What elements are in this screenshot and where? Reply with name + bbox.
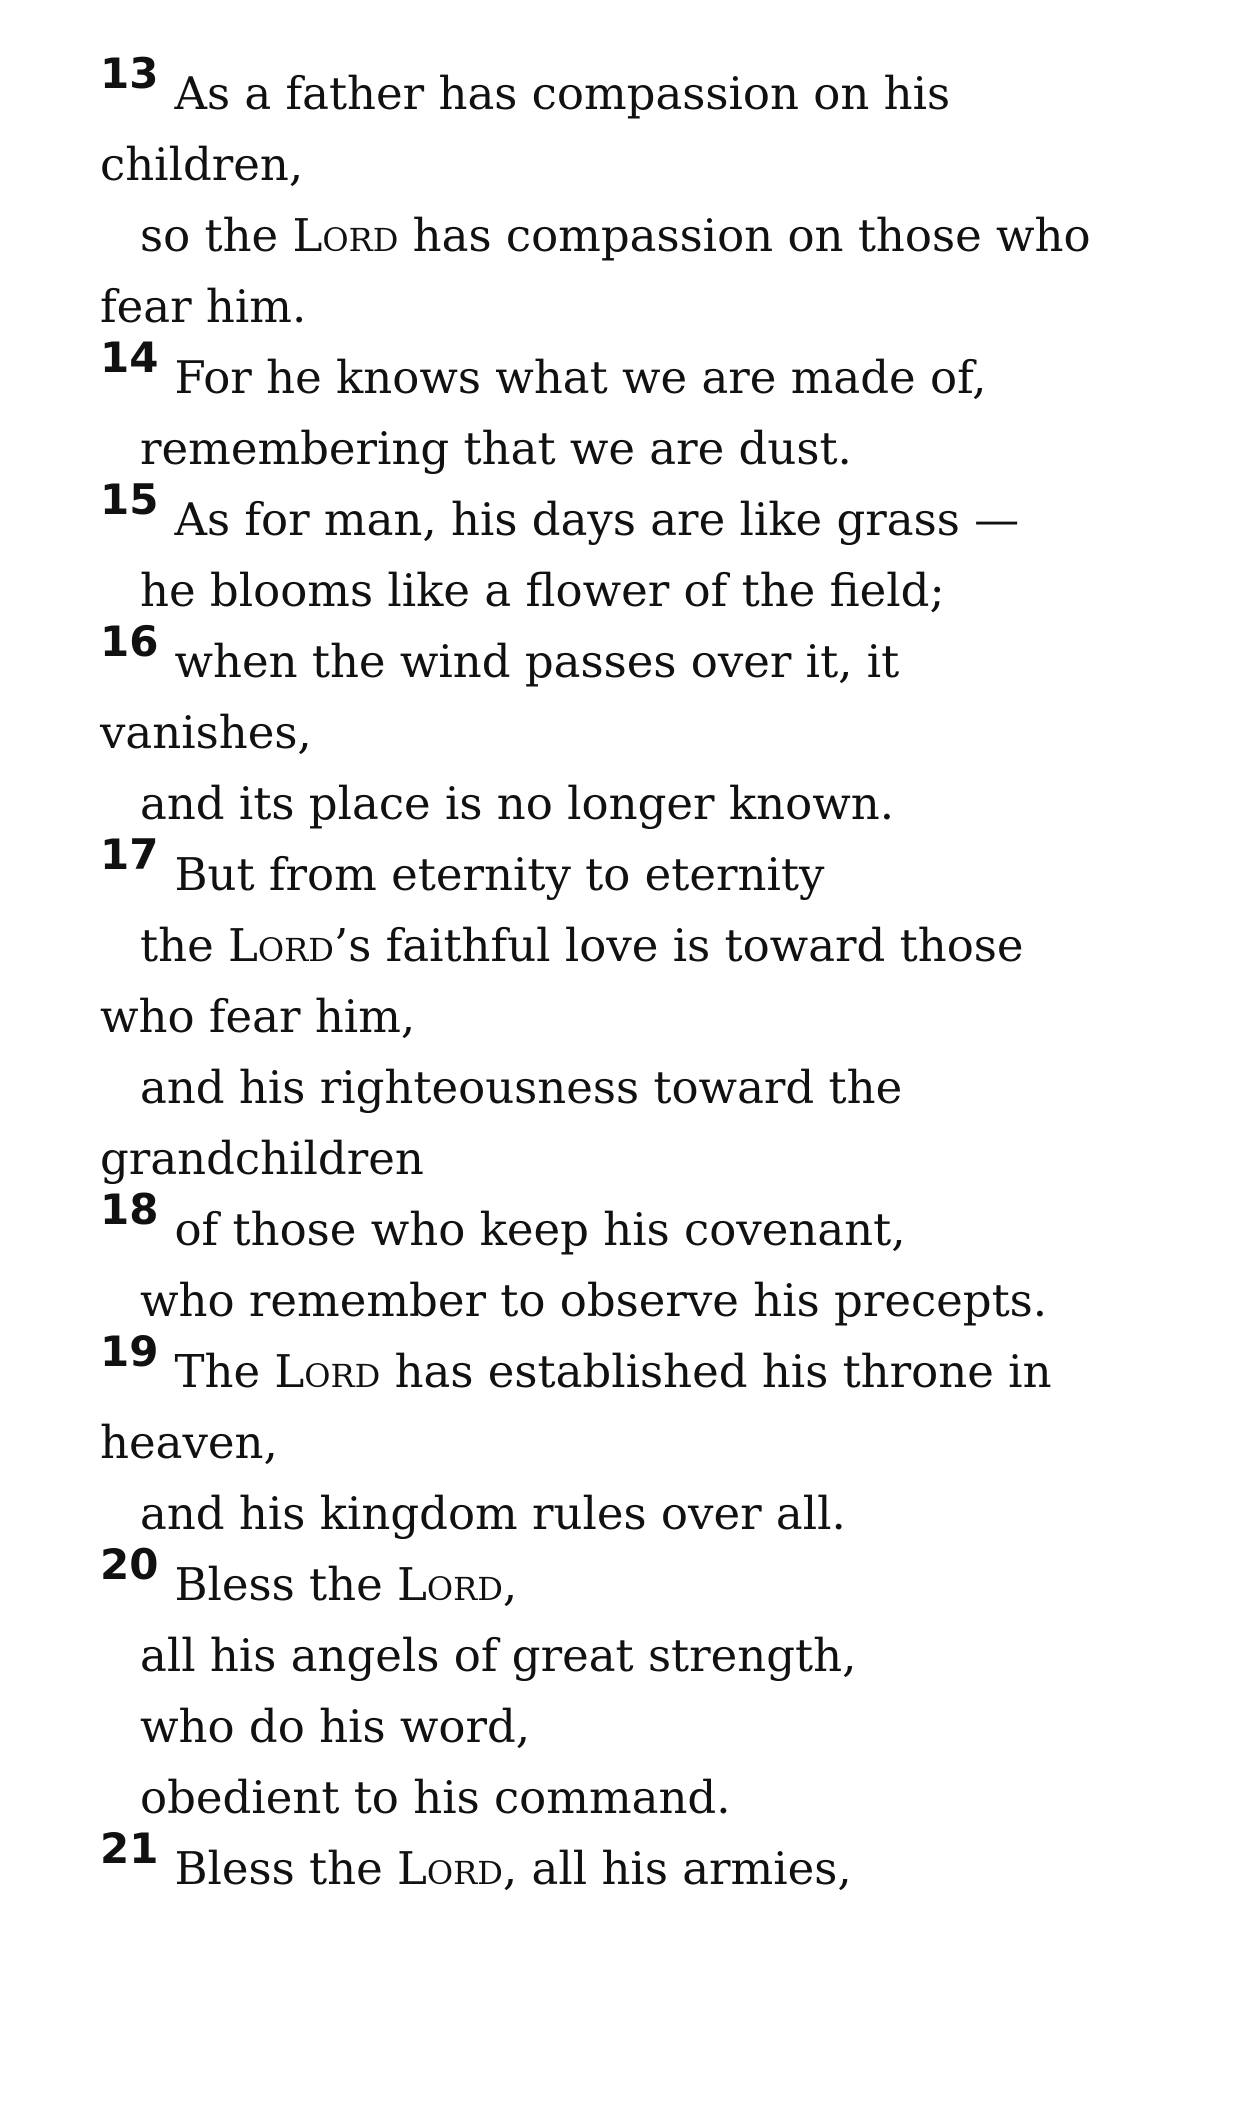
verse-19: [100, 1327, 1202, 1549]
verse-line: 15 As for man, his days are like grass —: [100, 475, 1020, 546]
verse-line: 21 Bless the Lord, all his armies,: [100, 1824, 852, 1895]
verse-text: and his righteousness toward the: [140, 1061, 903, 1114]
verse-text: Bless the: [174, 1842, 398, 1895]
verse-17: [100, 830, 1202, 1194]
verse-line: [100, 1052, 1202, 1123]
divine-name: Lord: [397, 1558, 503, 1611]
verse-line: [100, 1478, 1202, 1549]
divine-name: Lord: [228, 919, 334, 972]
verse-text: heaven,: [100, 1416, 278, 1469]
verse-line: 17 But from eternity to eternity: [100, 830, 825, 901]
verse-line: [100, 1123, 1202, 1194]
verse-text: ’s faithful love is toward those: [333, 919, 1024, 972]
verse-text: As a father has compassion on his: [174, 67, 951, 120]
verse-line: [100, 271, 1202, 342]
verse-line: 19 The Lord has established his throne in: [100, 1327, 1052, 1398]
verse-text: all his angels of great strength,: [140, 1629, 857, 1682]
verse-text: But from eternity to eternity: [174, 848, 825, 901]
verse-line: [100, 697, 1202, 768]
verse-text: ,: [502, 1558, 518, 1611]
verse-15: [100, 475, 1202, 626]
verse-text: when the wind passes over it, it: [174, 635, 900, 688]
verse-line: [100, 768, 1202, 839]
verse-line: [100, 981, 1202, 1052]
verse-line: 18 of those who keep his covenant,: [100, 1185, 906, 1256]
verse-line: [100, 413, 1202, 484]
verse-text: As for man, his days are like grass —: [174, 493, 1020, 546]
verse-text: vanishes,: [100, 706, 312, 759]
verse-line: [100, 129, 1202, 200]
verse-line: [100, 555, 1202, 626]
verse-text: grandchildren: [100, 1132, 424, 1185]
verse-list: [100, 49, 1202, 1904]
divine-name: Lord: [397, 1842, 503, 1895]
verse-line: [100, 200, 1202, 271]
verse-text: the: [140, 919, 229, 972]
verse-line: 16 when the wind passes over it, it: [100, 617, 900, 688]
verse-text: has compassion on those who: [398, 209, 1091, 262]
verse-text: of those who keep his covenant,: [174, 1203, 906, 1256]
verse-text: The: [174, 1345, 275, 1398]
verse-18: [100, 1185, 1202, 1336]
verse-13: [100, 49, 1202, 342]
verse-text: so the: [140, 209, 293, 262]
verse-text: , all his armies,: [502, 1842, 852, 1895]
verse-line: [100, 1620, 1202, 1691]
verse-20: [100, 1540, 1202, 1833]
verse-21: [100, 1824, 1202, 1904]
divine-name: Lord: [274, 1345, 381, 1398]
verse-line: 13 As a father has compassion on his: [100, 49, 951, 120]
verse-text: obedient to his command.: [140, 1771, 731, 1824]
verse-text: and its place is no longer known.: [140, 777, 894, 830]
verse-text: who do his word,: [140, 1700, 531, 1753]
verse-text: and his kingdom rules over all.: [140, 1487, 846, 1540]
verse-text: For he knows what we are made of,: [174, 351, 987, 404]
verse-14: [100, 333, 1202, 484]
verse-text: who remember to observe his precepts.: [140, 1274, 1048, 1327]
verse-line: [100, 910, 1202, 981]
verse-line: [100, 1407, 1202, 1478]
verse-text: has established his throne in: [380, 1345, 1052, 1398]
verse-line: 14 For he knows what we are made of,: [100, 333, 987, 404]
verse-line: 20 Bless the Lord,: [100, 1540, 518, 1611]
verse-line: [100, 1762, 1202, 1833]
verse-text: children,: [100, 138, 304, 191]
verse-text: he blooms like a flower of the field;: [140, 564, 945, 617]
verse-text: fear him.: [100, 280, 307, 333]
verse-text: who fear him,: [100, 990, 416, 1043]
verse-16: [100, 617, 1202, 839]
divine-name: Lord: [292, 209, 399, 262]
verse-text: remembering that we are dust.: [140, 422, 852, 475]
verse-line: [100, 1691, 1202, 1762]
verse-line: [100, 1265, 1202, 1336]
verse-text: Bless the: [174, 1558, 398, 1611]
